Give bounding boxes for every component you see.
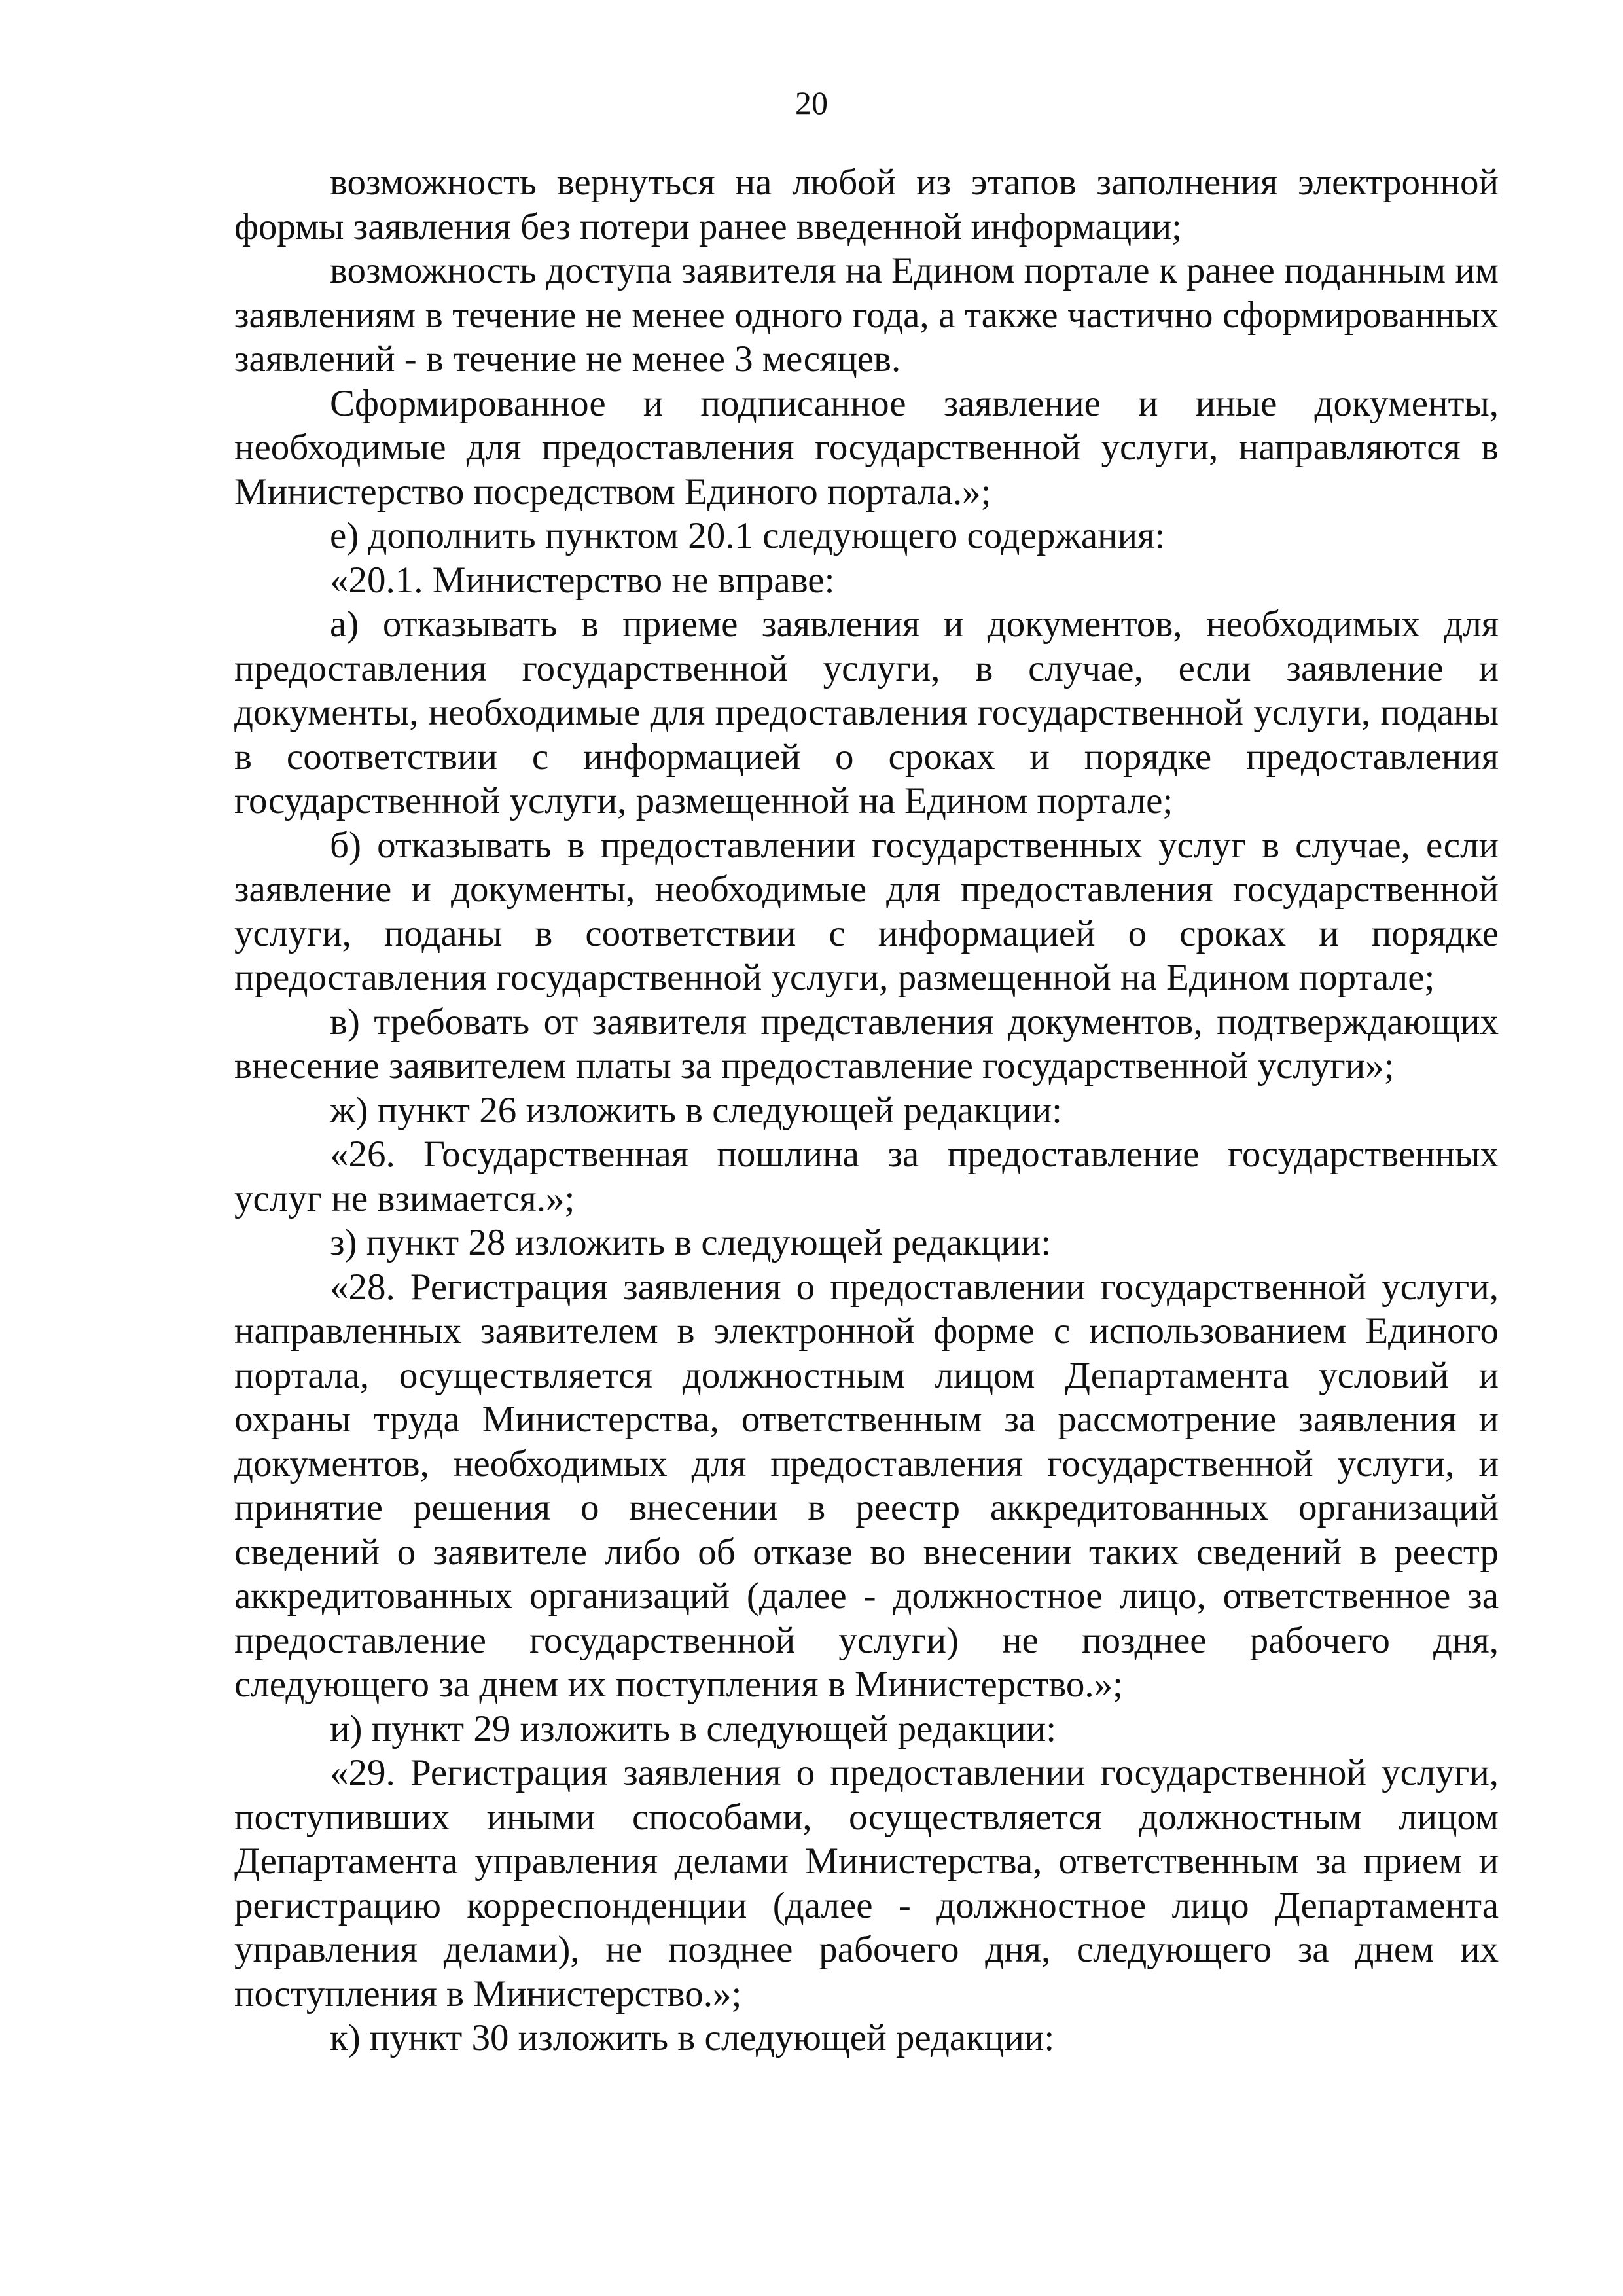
paragraph: «29. Регистрация заявления о предоставлении государственной услуги, поступивших иными способами, осуществляется должностным лицом Департамента управления делами Министерства, ответственным за прием и регистрацию корреспонденции (далее - должностное лицо Департамента управления делами), не позднее рабочего дня, следующего за днем их поступления в Министерство.»; (234, 1752, 1499, 2015)
paragraph: е) дополнить пунктом 20.1 следующего содержания: (330, 515, 1166, 556)
document-body (234, 160, 1499, 2060)
paragraph: и) пункт 29 изложить в следующей редакции: (330, 1708, 1057, 1749)
paragraph: возможность доступа заявителя на Едином портале к ранее поданным им заявлениям в течение не менее одного года, а также частично сформированных заявлений - в течение не менее 3 месяцев. (234, 250, 1499, 380)
paragraph: «26. Государственная пошлина за предоставление государственных услуг не взимается.»; (234, 1134, 1499, 1219)
paragraph: к) пункт 30 изложить в следующей редакции: (330, 2017, 1055, 2058)
paragraph: а) отказывать в приеме заявления и документов, необходимых для предоставления государственной услуги, в случае, если заявление и документы, необходимые для предоставления государственной услуги, поданы в соответствии с информацией о сроках и порядке предоставления государственной услуги, размещенной на Едином портале; (234, 603, 1499, 821)
page-number: 20 (795, 84, 828, 121)
paragraph: в) требовать от заявителя представления документов, подтверждающих внесение заявителем платы за предоставление государственной услуги»; (234, 1001, 1499, 1086)
paragraph: «28. Регистрация заявления о предоставлении государственной услуги, направленных заявителем в электронной форме с использованием Единого портала, осуществляется должностным лицом Департамента условий и охраны труда Министерства, ответственным за рассмотрение заявления и документов, необходимых для предоставления государственной услуги, и принятие решения о внесении в реестр аккредитованных организаций сведений о заявителе либо об отказе во внесении таких сведений в реестр аккредитованных организаций (далее - должностное лицо, ответственное за предоставление государственной услуги) не позднее рабочего дня, следующего за днем их поступления в Министерство.»; (234, 1266, 1499, 1705)
paragraph: з) пункт 28 изложить в следующей редакции: (330, 1222, 1052, 1263)
paragraph: возможность вернуться на любой из этапов заполнения электронной формы заявления без потери ранее введенной информации; (234, 162, 1499, 247)
paragraph: Сформированное и подписанное заявление и иные документы, необходимые для предоставления государственной услуги, направляются в Министерство посредством Единого портала.»; (234, 382, 1499, 512)
paragraph: ж) пункт 26 изложить в следующей редакции: (330, 1089, 1062, 1131)
paragraph: «20.1. Министерство не вправе: (330, 559, 835, 601)
paragraph: б) отказывать в предоставлении государственных услуг в случае, если заявление и документы, необходимые для предоставления государственной услуги, поданы в соответствии с информацией о сроках и порядке предоставления государственной услуги, размещенной на Едином портале; (234, 824, 1499, 998)
